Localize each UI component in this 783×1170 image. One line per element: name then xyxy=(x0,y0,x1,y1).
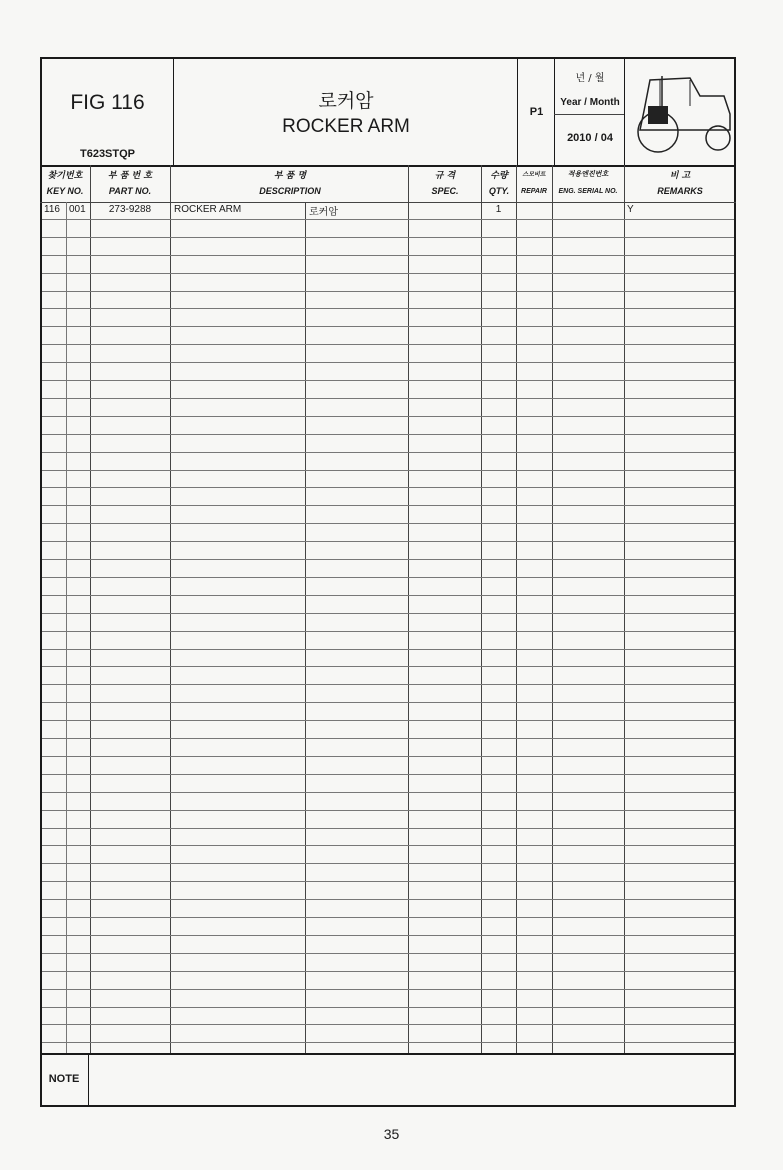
row-line xyxy=(42,559,734,560)
row-line xyxy=(42,344,734,345)
col-header-remarks-en: REMARKS xyxy=(657,186,703,196)
row-line xyxy=(42,881,734,882)
column-line xyxy=(481,165,482,1053)
row-line xyxy=(42,684,734,685)
column-header-line xyxy=(40,202,736,203)
col-header-part-ko: 부 품 번 호 xyxy=(107,171,153,181)
col-header-qty-en: QTY. xyxy=(488,186,510,196)
tractor-icon xyxy=(630,66,734,158)
row-line xyxy=(42,505,734,506)
row-line xyxy=(42,1024,734,1025)
row-line xyxy=(42,774,734,775)
row-line xyxy=(42,666,734,667)
column-line xyxy=(516,165,517,1053)
row-line xyxy=(42,810,734,811)
col-header-desc-en: DESCRIPTION xyxy=(259,186,321,196)
row-line xyxy=(42,523,734,524)
row-line xyxy=(42,935,734,936)
col-header-key-en: KEY NO. xyxy=(46,186,84,196)
column-line xyxy=(624,165,625,1053)
col-header-remarks-ko: 비 고 xyxy=(669,171,691,181)
row-line xyxy=(42,631,734,632)
row-line xyxy=(42,971,734,972)
row-line xyxy=(42,452,734,453)
note-top-line xyxy=(40,1053,736,1055)
row-line xyxy=(42,613,734,614)
row-line xyxy=(42,470,734,471)
row-remarks: Y xyxy=(627,204,634,215)
row-desc-ko: 로커암 xyxy=(309,207,338,218)
header-bottom-line xyxy=(40,165,736,167)
title-english: ROCKER ARM xyxy=(282,116,410,137)
column-line xyxy=(170,165,171,1053)
row-key-no: 001 xyxy=(69,204,86,215)
row-line xyxy=(42,273,734,274)
row-line xyxy=(42,720,734,721)
row-line xyxy=(42,308,734,309)
date-label-korean: 년 / 월 xyxy=(575,73,605,84)
row-line xyxy=(42,1007,734,1008)
row-line xyxy=(42,702,734,703)
column-line xyxy=(305,202,306,1053)
page-number: 35 xyxy=(383,1126,400,1142)
row-qty: 1 xyxy=(495,204,502,215)
model-code: T623STQP xyxy=(79,148,136,160)
row-key-fig: 116 xyxy=(44,204,60,215)
date-label-english: Year / Month xyxy=(560,97,620,108)
row-line xyxy=(42,416,734,417)
row-line xyxy=(42,255,734,256)
header-divider xyxy=(173,57,174,165)
row-part-no: 273-9288 xyxy=(108,204,152,215)
page-code: P1 xyxy=(529,106,544,118)
row-line xyxy=(42,380,734,381)
row-line xyxy=(42,577,734,578)
row-line xyxy=(42,989,734,990)
row-line xyxy=(42,738,734,739)
column-line xyxy=(408,165,409,1053)
row-line xyxy=(42,792,734,793)
row-line xyxy=(42,1042,734,1043)
figure-number: FIG 116 xyxy=(70,91,145,114)
note-label: NOTE xyxy=(48,1073,80,1085)
row-line xyxy=(42,917,734,918)
col-header-eng-ko: 적용엔진번호 xyxy=(567,170,609,178)
col-header-desc-ko: 부 품 명 xyxy=(273,171,307,181)
row-line xyxy=(42,434,734,435)
column-line xyxy=(66,202,67,1053)
col-header-repair-ko: 스모비트 xyxy=(522,171,546,178)
header-divider xyxy=(517,57,518,165)
note-divider xyxy=(88,1053,89,1107)
row-line xyxy=(42,649,734,650)
row-line xyxy=(42,219,734,220)
row-line xyxy=(42,291,734,292)
row-line xyxy=(42,863,734,864)
header-divider xyxy=(624,57,625,165)
row-line xyxy=(42,362,734,363)
row-line xyxy=(42,756,734,757)
header-divider xyxy=(554,114,624,115)
row-line xyxy=(42,595,734,596)
row-line xyxy=(42,953,734,954)
col-header-spec-ko: 규 격 xyxy=(434,171,456,181)
row-line xyxy=(42,899,734,900)
header-divider xyxy=(554,57,555,165)
row-line xyxy=(42,237,734,238)
row-line xyxy=(42,398,734,399)
row-line xyxy=(42,326,734,327)
row-line xyxy=(42,828,734,829)
col-header-eng-en: ENG. SERIAL NO. xyxy=(558,188,618,195)
row-line xyxy=(42,845,734,846)
title-korean: 로커암 xyxy=(318,90,374,112)
row-desc-en: ROCKER ARM xyxy=(174,204,242,215)
column-line xyxy=(90,165,91,1053)
col-header-part-en: PART NO. xyxy=(108,186,152,196)
date-value: 2010 / 04 xyxy=(567,132,613,144)
row-line xyxy=(42,541,734,542)
row-line xyxy=(42,487,734,488)
column-line xyxy=(552,165,553,1053)
col-header-key-ko: 찾기번호 xyxy=(47,171,83,181)
col-header-repair-en: REPAIR xyxy=(521,188,547,195)
col-header-spec-en: SPEC. xyxy=(431,186,459,196)
col-header-qty-ko: 수량 xyxy=(490,171,508,181)
